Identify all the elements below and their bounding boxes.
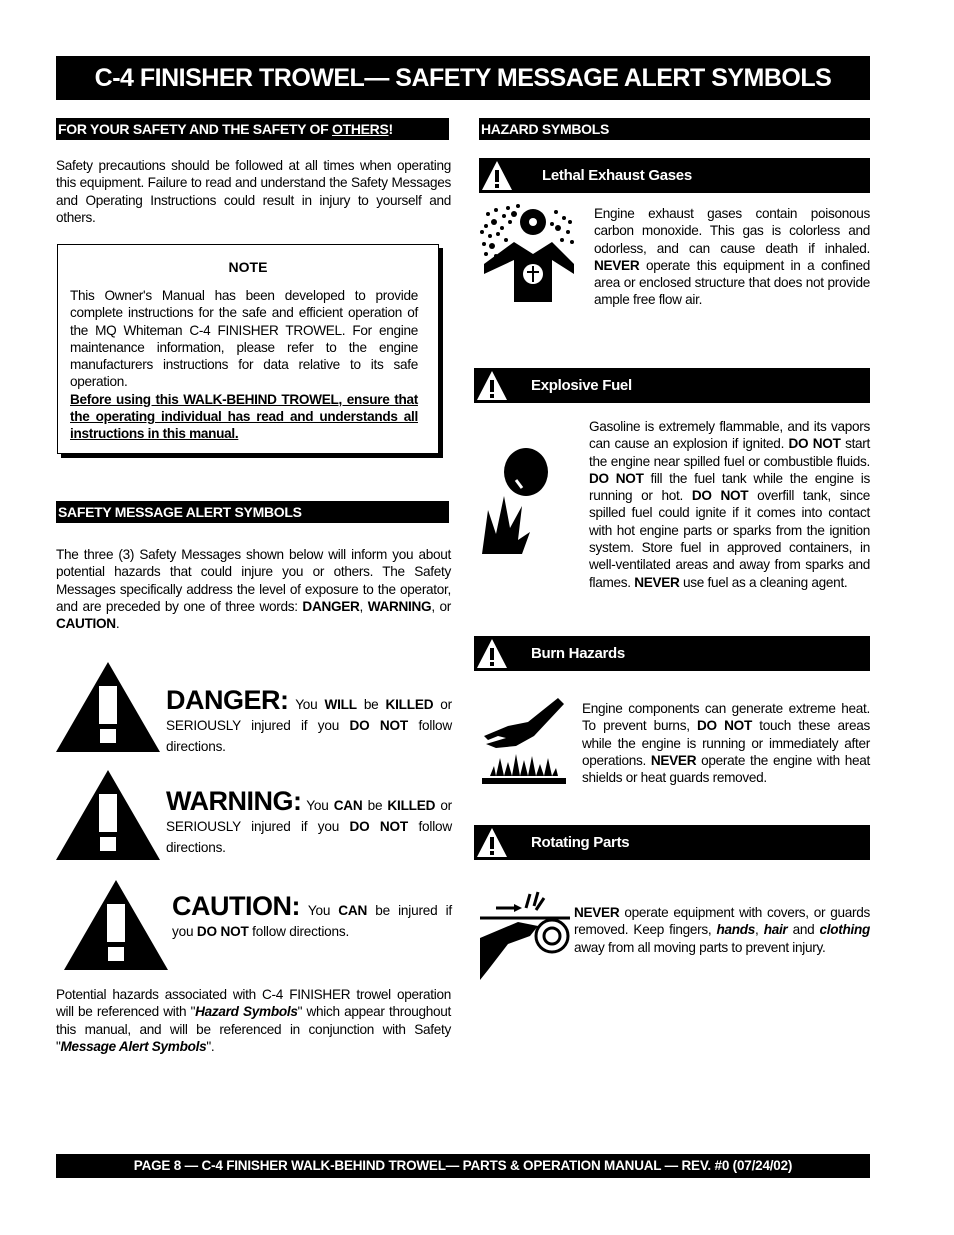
warning-b3: DO NOT	[349, 819, 409, 834]
rotating-text	[574, 904, 870, 956]
closing-t2: " which appear throughout this manual, and will be referenced in conjunction with Safety "	[56, 1004, 451, 1054]
rotating-hair: hair	[763, 922, 788, 938]
fuel-t4: overfill tank, since spilled fuel could ignite if it comes into contact with hot engine parts or sparks from the ignition system. Store fuel in approved containers, in well-ventilated areas and away from sparks and flames.	[589, 488, 870, 590]
burn-alert-icon	[476, 638, 508, 669]
rotating-t2: ,	[755, 922, 764, 938]
warning-triangle-icon	[56, 770, 160, 860]
caution-word: CAUTION:	[172, 891, 300, 921]
exhaust-bar	[479, 158, 870, 193]
closing-hazard-symbols: Hazard Symbols	[195, 1004, 298, 1020]
fuel-t5: use fuel as a cleaning agent.	[679, 574, 848, 590]
rotating-hands: hands	[716, 922, 756, 938]
fuel-label: Explosive Fuel	[531, 377, 632, 394]
caution-b3: DO NOT	[196, 924, 249, 939]
warning-t3: or SERIOUSLY injured if you	[166, 798, 453, 834]
rotating-b1: NEVER	[574, 905, 620, 920]
burn-label: Burn Hazards	[531, 645, 625, 662]
rotating-t3: and	[787, 922, 820, 938]
danger-b3: DO NOT	[349, 718, 409, 733]
closing-t3: ".	[206, 1038, 215, 1054]
note-text	[70, 287, 418, 443]
caution-b1: CAN	[338, 903, 368, 918]
rotating-label: Rotating Parts	[531, 834, 630, 851]
burn-t1: Engine components can generate extreme heat. To prevent burns,	[582, 701, 870, 734]
danger-t4: follow directions.	[166, 718, 452, 754]
closing-t1: Potential hazards associated with C-4 FINISHER trowel operation will be referenced with "	[56, 987, 451, 1020]
exhaust-label: Lethal Exhaust Gases	[542, 167, 692, 184]
rotating-t1: operate equipment with covers, or guards removed. Keep fingers,	[574, 905, 870, 938]
warning-t1: You	[306, 798, 334, 813]
fuel-b4: NEVER	[634, 574, 680, 590]
alert-intro-text: The three (3) Safety Messages shown below will inform you about potential hazards that could injure you or others. The Safety Messages specifically address the level of exposure to the operator, and are preceded by one of three words:	[56, 547, 451, 614]
danger-t2: be	[356, 697, 386, 712]
exhaust-text	[594, 205, 870, 309]
closing-paragraph	[56, 986, 451, 1055]
closing-message-alert-symbols: Message Alert Symbols	[60, 1038, 207, 1054]
caution-t1: You	[307, 903, 339, 918]
burn-b1: DO NOT	[697, 718, 752, 734]
burn-hazard-hand-icon	[478, 696, 570, 788]
warning-t4: follow directions.	[166, 819, 452, 855]
page-title: C-4 FINISHER TROWEL— SAFETY MESSAGE ALERT SYMBOLS	[56, 56, 870, 100]
burn-b2: NEVER	[650, 752, 697, 768]
fuel-t2: start the engine near spilled fuel or combustible fluids.	[589, 436, 871, 469]
burn-text	[582, 700, 870, 786]
rotating-t4: away from all moving parts to prevent injury.	[574, 939, 826, 955]
fuel-t1: Gasoline is extremely flammable, and its vapors can cause an explosion if ignited.	[589, 419, 870, 452]
danger-b1: WILL	[324, 697, 357, 712]
safety-heading-others: OTHERS	[331, 121, 389, 137]
rotating-bar	[474, 825, 870, 860]
page-footer: PAGE 8 — C-4 FINISHER WALK-BEHIND TROWEL— PARTS & OPERATION MANUAL — REV. #0 (07/24/02)	[56, 1154, 870, 1178]
exhaust-b1: NEVER	[594, 257, 640, 273]
alert-intro	[56, 546, 451, 632]
alert-sep-2: , or	[431, 598, 451, 614]
note-box	[57, 244, 439, 454]
safety-heading-suffix: !	[388, 121, 393, 137]
rotating-alert-icon	[476, 827, 508, 858]
warning-message	[166, 786, 453, 858]
warning-t2: be	[362, 798, 388, 813]
hazard-heading: HAZARD SYMBOLS	[479, 118, 870, 140]
note-warning: Before using this WALK-BEHIND TROWEL, ensure that the operating individual has read and understands all instructions in this manual.	[70, 391, 418, 442]
warning-word: WARNING:	[166, 786, 302, 816]
word-caution: CAUTION	[56, 616, 116, 632]
note-body: This Owner's Manual has been developed to provide complete instructions for the safe and efficient operation of the MQ Whiteman C-4 FINISHER TROWEL. For engine maintenance information, please refer to the engine manufacturers instructions for data relative to its safe operation.	[70, 288, 418, 390]
safety-heading-prefix: FOR YOUR SAFETY AND THE SAFETY OF	[58, 121, 332, 137]
fuel-bar	[474, 368, 870, 403]
exhaust-t2: operate this equipment in a confined area or enclosed structure that does not provide ample free flow air.	[594, 257, 870, 308]
danger-t1: You	[295, 697, 325, 712]
fuel-t3: fill the fuel tank while the engine is running or hot.	[589, 470, 871, 504]
danger-message	[166, 685, 452, 757]
fuel-b2: DO NOT	[589, 470, 644, 486]
rotating-clothing: clothing	[819, 922, 870, 938]
burn-bar	[474, 636, 870, 671]
word-danger: DANGER	[302, 598, 360, 614]
word-warning: WARNING	[367, 598, 432, 614]
danger-t3: or SERIOUSLY injured if you	[166, 697, 452, 733]
alert-heading: SAFETY MESSAGE ALERT SYMBOLS	[56, 501, 449, 523]
warning-b2: KILLED	[387, 798, 436, 813]
exhaust-t1: Engine exhaust gases contain poisonous carbon monoxide. This gas is colorless and odorless, and can cause death if inhaled.	[594, 206, 870, 256]
alert-sep-1: ,	[359, 598, 368, 614]
caution-t2: be injured if you	[172, 903, 452, 939]
caution-message	[172, 891, 452, 942]
fuel-alert-icon	[476, 370, 508, 401]
safety-intro: Safety precautions should be followed at all times when operating this equipment. Failure to read and understand the Safety Messages and Operating Instructions could result in injury to yourself and others.	[56, 158, 451, 225]
rotating-parts-icon	[478, 888, 570, 980]
warning-b1: CAN	[333, 798, 363, 813]
exhaust-gas-icon	[478, 202, 580, 302]
exhaust-alert-icon	[481, 160, 513, 191]
fuel-text	[589, 418, 870, 591]
burn-t2: touch these areas while the engine is running or immediately after operations.	[582, 718, 870, 768]
fuel-b1: DO NOT	[788, 436, 841, 452]
caution-t4: follow directions.	[248, 924, 350, 939]
danger-word: DANGER:	[166, 685, 289, 715]
danger-b2: KILLED	[385, 697, 434, 712]
burn-t3: operate the engine with heat shields or heat guards removed.	[582, 752, 871, 786]
note-title: NOTE	[228, 259, 268, 275]
explosive-fuel-icon	[478, 448, 548, 556]
alert-end: .	[115, 616, 120, 632]
danger-warning-triangle-icon	[56, 662, 160, 752]
fuel-b3: DO NOT	[691, 488, 749, 504]
caution-triangle-icon	[64, 880, 168, 970]
safety-heading	[56, 118, 449, 140]
